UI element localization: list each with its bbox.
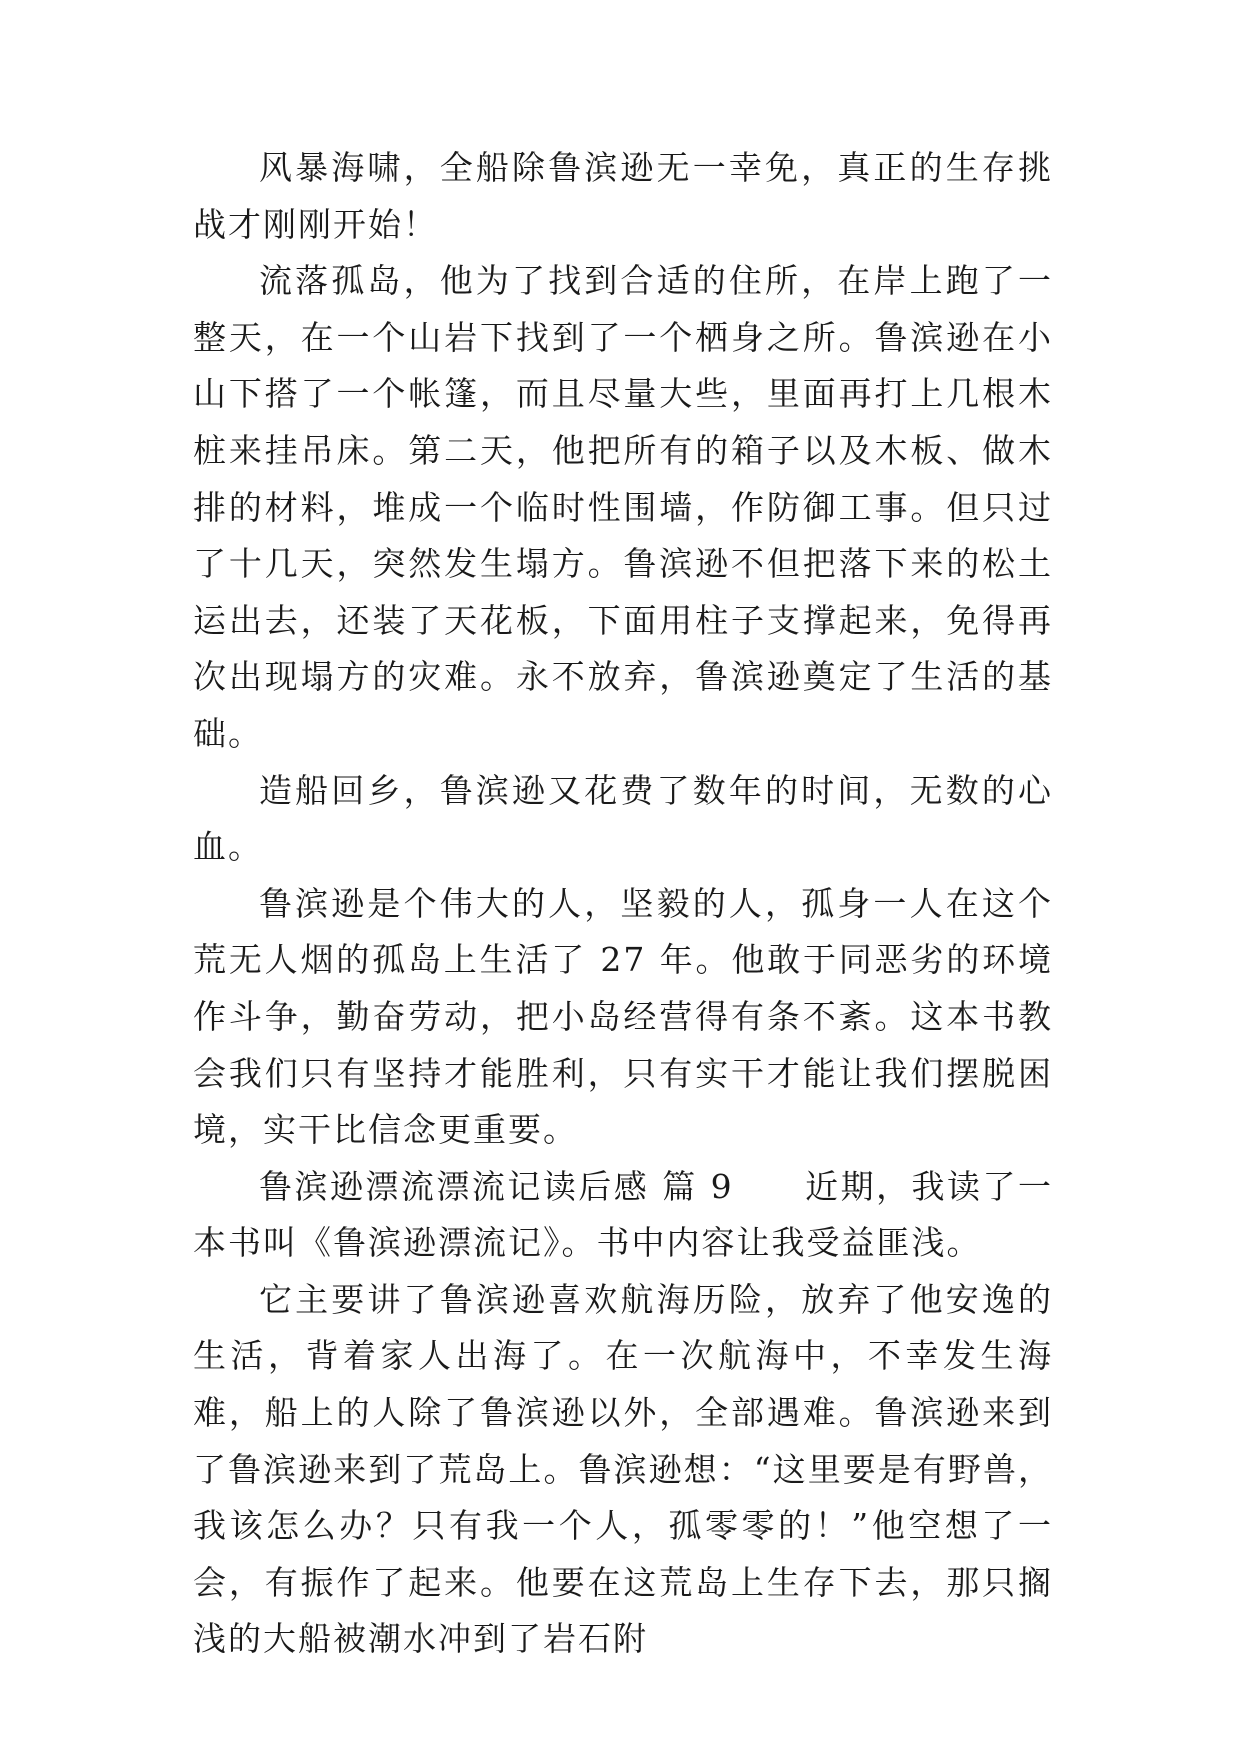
paragraph-storm: 风暴海啸，全船除鲁滨逊无一幸免，真正的生存挑战才刚刚开始！: [193, 148, 1053, 244]
paragraph-shipbuilding: 造船回乡，鲁滨逊又花费了数年的时间，无数的心血。: [193, 770, 1053, 867]
paragraph-essay-9-intro: 鲁滨逊漂流漂流记读后感 篇 9 近期，我读了一本书叫《鲁滨逊漂流记》。书中内容让我受益匪浅。: [193, 1166, 1053, 1263]
paragraph-great-man: 鲁滨逊是个伟大的人，坚毅的人，孤身一人在这个荒无人烟的孤岛上生活了 27 年。他敢于同恶劣的环境作斗争，勤奋劳动，把小岛经营得有条不紊。这本书教会我们只有坚持才能胜利，只有实干才能让我们摆脱困境，实干比信念更重要。: [193, 883, 1053, 1150]
paragraph-story-summary: 它主要讲了鲁滨逊喜欢航海历险，放弃了他安逸的生活，背着家人出海了。在一次航海中，不幸发生海难，船上的人除了鲁滨逊以外，全部遇难。鲁滨逊来到了鲁滨逊来到了荒岛上。鲁滨逊想：“这里要是有野兽，我该怎么办？只有我一个人，孤零零的！”他空想了一会，有振作了起来。他要在这荒岛上生存下去，那只搁浅的大船被潮水冲到了岩石附: [193, 1279, 1053, 1659]
document-body: [193, 140, 1053, 1668]
paragraph-island-shelter: 流落孤岛，他为了找到合适的住所，在岸上跑了一整天，在一个山岩下找到了一个栖身之所。鲁滨逊在小山下搭了一个帐篷，而且尽量大些，里面再打上几根木桩来挂吊床。第二天，他把所有的箱子以及木板、做木排的材料，堆成一个临时性围墙，作防御工事。但只过了十几天，突然发生塌方。鲁滨逊不但把落下来的松土运出去，还装了天花板，下面用柱子支撑起来，免得再次出现塌方的灾难。永不放弃，鲁滨逊奠定了生活的基础。: [193, 261, 1053, 753]
